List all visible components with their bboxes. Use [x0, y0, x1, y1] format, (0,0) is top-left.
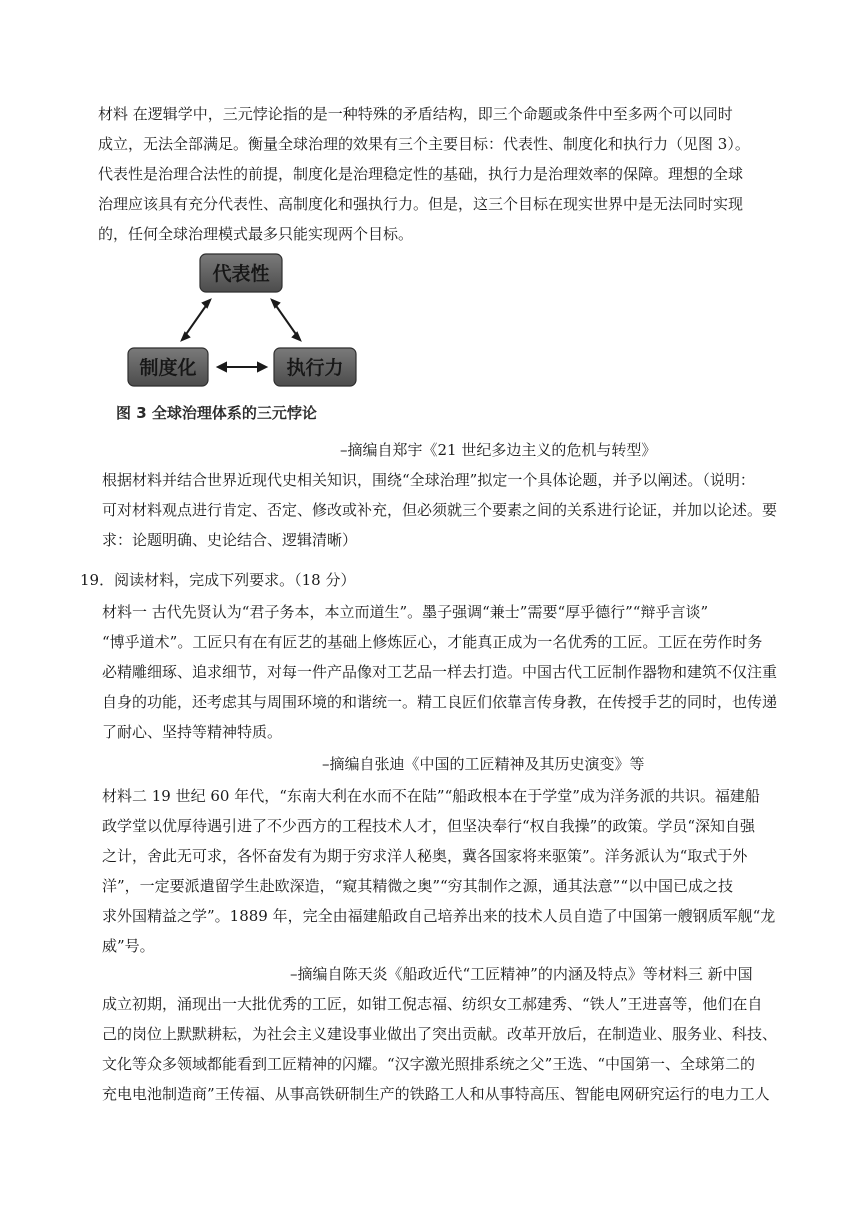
source-citation: –摘编自张迪《中国的工匠精神及其历史演变》等 [322, 755, 645, 773]
text-line: “博乎道术”。工匠只有在有匠艺的基础上修炼匠心，才能真正成为一名优秀的工匠。工匠在劳作时务 [102, 633, 763, 651]
text-line: 洋”，一定要派遣留学生赴欧深造，“窥其精微之奥”“穷其制作之源，通其法意”“以中国已成之技 [102, 877, 734, 895]
arrow-head [218, 363, 226, 371]
text-line: 成立初期，涌现出一大批优秀的工匠，如钳工倪志福、纺织女工郝建秀、“铁人”王进喜等，他们在自 [102, 995, 763, 1013]
question-19-heading: 19．阅读材料，完成下列要求。（18 分） [80, 571, 356, 589]
text-line: 的，任何全球治理模式最多只能实现两个目标。 [98, 225, 414, 243]
text-line: 材料一 古代先贤认为“君子务本，本立而道生”。墨子强调“兼士”需要“厚乎德行”“辩乎言谈” [102, 603, 709, 621]
figure-caption: 图 3 全球治理体系的三元悖论 [116, 404, 317, 422]
text-line: 可对材料观点进行肯定、否定、修改或补充，但必须就三个要素之间的关系进行论证，并加以论述。要 [102, 501, 778, 519]
text-line: 必精雕细琢、追求细节，对每一件产品像对工艺品一样去打造。中国古代工匠制作器物和建筑不仅注重 [102, 663, 778, 681]
trilemma-figure [116, 252, 386, 424]
text-line: 求：论题明确、史论结合、逻辑清晰） [102, 531, 358, 549]
trilemma-diagram [116, 252, 386, 424]
text-line: 材料二 19 世纪 60 年代，“东南大利在水而不在陆”“船政根本在于学堂”成为洋务派的共识。福建船 [102, 787, 760, 805]
text-line: 求外国精益之学”。1889 年，完全由福建船政自己培养出来的技术人员自造了中国第一艘钢质军舰“龙 [102, 907, 776, 925]
text-line: 了耐心、坚持等精神特质。 [102, 723, 283, 741]
text-line: 材料 在逻辑学中，三元悖论指的是一种特殊的矛盾结构，即三个命题或条件中至多两个可以同时 [98, 105, 733, 123]
arrow-head [203, 300, 210, 307]
text-line: 威”号。 [102, 937, 155, 955]
text-line: 治理应该具有充分代表性、高制度化和强执行力。但是，这三个目标在现实世界中是无法同时实现 [98, 195, 744, 213]
text-line: 政学堂以优厚待遇引进了不少西方的工程技术人才，但坚决奉行“权自我操”的政策。学员“深知自强 [102, 817, 756, 835]
arrow-head [258, 363, 266, 371]
source-citation: –摘编自郑宇《21 世纪多边主义的危机与转型》 [340, 441, 657, 459]
text-line: 自身的功能，还考虑其与周围环境的和谐统一。精工良匠们依靠言传身教，在传授手艺的同时，也传递 [102, 693, 778, 711]
arrow-head [272, 300, 279, 307]
source-citation: –摘编自陈天炎《船政近代“工匠精神”的内涵及特点》等材料三 新中国 [290, 965, 753, 983]
text-line: 根据材料并结合世界近现代史相关知识，围绕“全球治理”拟定一个具体论题，并予以阐述。（说明： [102, 471, 755, 489]
text-line: 代表性是治理合法性的前提，制度化是治理稳定性的基础，执行力是治理效率的保障。理想的全球 [98, 165, 744, 183]
text-line: 文化等众多领域都能看到工匠精神的闪耀。“汉字激光照排系统之父”王选、“中国第一、全球第二的 [102, 1055, 756, 1073]
text-line: 之计，舍此无可求，各怀奋发有为期于穷求洋人秘奥，冀各国家将来驱策”。洋务派认为“取式于外 [102, 847, 748, 865]
arrow-head [293, 333, 300, 340]
arrow-head [182, 333, 189, 340]
text-line: 己的岗位上默默耕耘，为社会主义建设事业做出了突出贡献。改革开放后，在制造业、服务业、科技、 [102, 1025, 778, 1043]
text-line: 充电电池制造商”王传福、从事高铁研制生产的铁路工人和从事特高压、智能电网研究运行的电力工人 [102, 1085, 770, 1103]
box-enforcement-label: 执行力 [286, 357, 344, 379]
box-institutionalization-label: 制度化 [139, 357, 197, 379]
box-representativeness-label: 代表性 [212, 263, 270, 285]
text-line: 成立，无法全部满足。衡量全球治理的效果有三个主要目标：代表性、制度化和执行力（见图 3）。 [98, 135, 750, 153]
